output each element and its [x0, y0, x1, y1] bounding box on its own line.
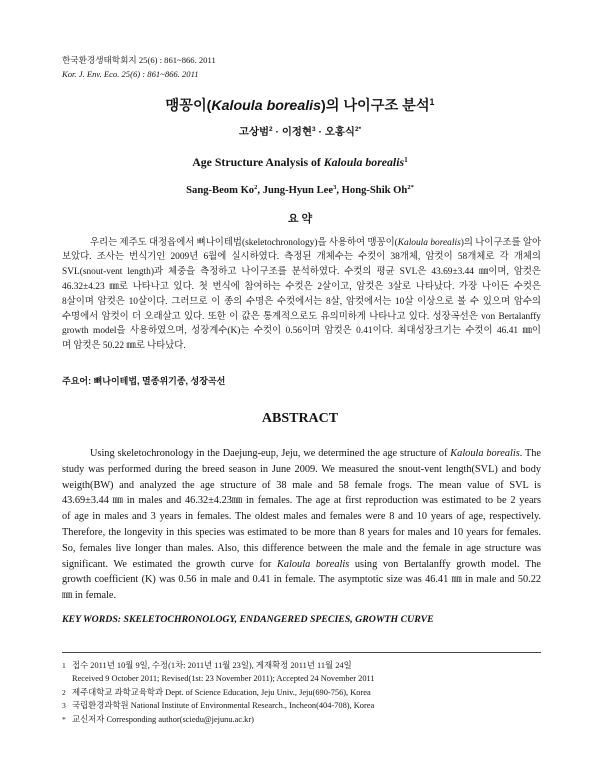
footnote-item [62, 713, 541, 727]
affiliation-mark: 2 [254, 184, 258, 192]
abstract-line [62, 493, 541, 509]
keywords-ko: 주요어: 뼈나이테법, 멸종위기종, 성장곡선 [62, 376, 226, 386]
footnote-divider [62, 652, 541, 653]
footnote-text: 교신저자 Corresponding author(sciedu@jejunu.ac.kr) [72, 714, 254, 724]
abstract-text: using von Bertalanffy growth model. The [349, 558, 541, 570]
abstract-heading-ko: 요 약 [287, 213, 313, 225]
author-separator: , [336, 185, 339, 196]
abstract-text: 우리는 제주도 대정읍에서 뼈나이테법(skeletochronology)을 사용하여 맹꽁이( [90, 237, 398, 248]
abstract-text: Therefore, the longevity in this species was estimated to be more than 8 years for males and 10 years for females. [62, 527, 541, 539]
abstract-line [62, 446, 541, 462]
abstract-line [62, 295, 541, 310]
abstract-line [62, 572, 541, 588]
abstract-text: )의 나이구조를 알아 [460, 237, 542, 248]
footnote-text: 제주대학교 과학교육학과 Dept. of Science Education, Jeju Univ., Jeju(690-756), Korea [72, 687, 371, 697]
author-name: 오홍식 [324, 127, 355, 138]
abstract-line [62, 324, 541, 339]
abstract-text: growth model을 사용하였으며, 성장계수(K)는 수컷이 0.56이며 암컷은 0.41이다. 최대성장크기는 수컷이 46.41 ㎜이 [62, 326, 541, 337]
abstract-text: SVL(snout-vent length)과 체중을 측정하고 나이구조를 분석하였다. 수컷의 평균 SVL은 43.69±3.44 ㎜이며, 암컷은 [62, 267, 541, 278]
affiliation-mark: 2* [407, 184, 414, 192]
abstract-text: growth coefficient (K) was 0.56 in male and 0.41 in female. The asymptotic size was 46.41 ㎜ in male and 50.22 [62, 574, 541, 586]
author-name: Jung-Hyun Lee [262, 185, 334, 196]
species-name: Kaloula borealis [211, 98, 321, 114]
footnotes [62, 659, 541, 727]
abstract-text: 수명에서 암컷이 더 오래살고 있다. 또한 이 값은 통계적으로도 유의미하게 나타나고 있다. 성장곡선은 von Bertalanffy [62, 311, 541, 322]
abstract-heading-en: ABSTRACT [261, 411, 339, 426]
affiliation-mark: 2* [354, 126, 362, 134]
abstract-text: study was performed during the breed season in June 2009. We measured the snout-vent length(SVL) and body [62, 463, 541, 475]
abstract-text: So, females live longer than males. Also, this difference between the male and the female in age structure was [62, 542, 541, 554]
abstract-text: 며 암컷은 50.22 ㎜로 나타났다. [62, 341, 186, 352]
footnote-mark: 2 [62, 687, 66, 697]
footnote-mark [62, 672, 72, 686]
abstract-body-en [62, 446, 541, 604]
abstract-line [62, 236, 541, 251]
paper-title-ko [0, 97, 600, 116]
abstract-line [62, 557, 541, 573]
footnote-item [62, 686, 541, 700]
authors-ko [0, 126, 600, 140]
abstract-line [62, 339, 541, 354]
title-text: 맹꽁이( [165, 98, 212, 114]
abstract-line [62, 525, 541, 541]
species-name: Kaloula borealis [450, 448, 520, 460]
abstract-line [62, 509, 541, 525]
authors-en [0, 184, 600, 198]
footnote-item [62, 699, 541, 713]
abstract-text: 8살이며 암컷은 10살이다. 그러므로 이 종의 수명은 수컷에서는 8살, 암컷에서는 10살 이상으로 볼 수 있으며 암수의 [62, 296, 541, 307]
footnote-mark: * [62, 714, 66, 724]
abstract-body-ko [62, 236, 541, 354]
keywords-en: KEY WORDS: SKELETOCHRONOLOGY, ENDANGERED SPECIES, GROWTH CURVE [62, 614, 434, 625]
author-name: 이정현 [281, 127, 313, 138]
species-name: Kaloula borealis [323, 155, 405, 169]
species-name: Kaloula borealis [397, 237, 461, 248]
abstract-text: 43.69±3.44 ㎜ in males and 46.32±4.23㎜ in females. The age at first reproduction was estimated to be 2 years [62, 495, 541, 507]
abstract-line [62, 541, 541, 557]
abstract-line [62, 478, 541, 494]
author-separator: , [257, 185, 261, 196]
journal-citation-en: Kor. J. Env. Eco. 25(6) : 861~866. 2011 [62, 69, 199, 79]
affiliation-mark: 3 [312, 126, 316, 134]
abstract-line [62, 588, 541, 604]
abstract-text: 보았다. 조사는 번식기인 2009년 6월에 실시하였다. 측정된 개체수는 수컷이 38개체, 암컷이 58개체로 각 개체의 [62, 252, 541, 263]
author-name: Hong-Shik Oh [341, 185, 408, 196]
title-footnote-mark: 1 [404, 154, 408, 164]
abstract-text: . The [519, 448, 541, 460]
abstract-text: 46.32±4.23 ㎜로 나타나고 있다. 첫 번식에 참여하는 수컷은 2살이고, 암컷은 3살로 나타났다. 가장 나이든 수컷은 [62, 281, 541, 292]
affiliation-mark: 3 [333, 184, 337, 192]
abstract-line [62, 310, 541, 325]
footnote-item [62, 672, 541, 686]
abstract-line [62, 250, 541, 265]
abstract-text: ㎜ in female. [62, 590, 117, 602]
footnote-item [62, 659, 541, 673]
abstract-line [62, 462, 541, 478]
title-text: )의 나이구조 분석 [320, 98, 430, 114]
footnote-text: Received 9 October 2011; Revised(1st: 23 November 2011); Accepted 24 November 2011 [72, 674, 375, 683]
journal-citation-ko: 한국환경생태학회지 25(6) : 861~866. 2011 [62, 55, 216, 65]
author-name: Sang-Beom Ko [186, 185, 255, 196]
author-name: 고상범 [238, 127, 270, 138]
footnote-text: 국립환경과학원 National Institute of Environmental Research., Incheon(404-708), Korea [72, 701, 375, 710]
footnote-mark: 1 [62, 660, 66, 670]
abstract-text: significant. We estimated the growth curve for [62, 558, 278, 570]
abstract-line [62, 280, 541, 295]
abstract-text: of age in males and 3 years in females. The oldest males and females were 8 and 10 years of age, respectively. [62, 511, 541, 523]
species-name: Kaloula borealis [277, 558, 350, 570]
title-text: Age Structure Analysis of [192, 155, 324, 169]
footnote-text: 접수 2011년 10월 9일, 수정(1차: 2011년 11월 23일), 게재확정 2011년 11월 24일 [72, 660, 352, 670]
abstract-line [62, 265, 541, 280]
author-separator: · [275, 127, 279, 138]
footnote-mark: 3 [62, 701, 66, 710]
title-footnote-mark: 1 [429, 97, 435, 108]
author-separator: · [318, 127, 322, 138]
affiliation-mark: 2 [269, 126, 273, 134]
paper-title-en [0, 154, 600, 170]
abstract-text: Using skeletochronology in the Daejung-eup, Jeju, we determined the age structure of [90, 448, 451, 460]
abstract-text: weigth(BW) and analyzed the age structure of 38 male and 58 female frogs. The mean value of SVL is [62, 479, 541, 491]
